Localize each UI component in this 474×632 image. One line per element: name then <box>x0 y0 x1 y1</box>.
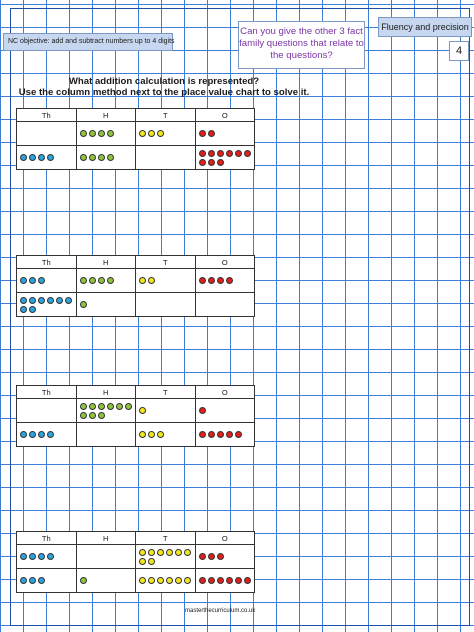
tens-cell <box>136 146 196 170</box>
green-counter-dot <box>89 412 96 419</box>
column-header-t: T <box>136 532 196 545</box>
red-counter-dot <box>217 150 224 157</box>
fact-family-prompt: Can you give the other 3 fact family questions that relate to the questions? <box>238 21 365 69</box>
ones-cell <box>195 146 255 170</box>
blue-counter-dot <box>47 431 54 438</box>
objective-banner: NC objective: add and subtract numbers up to 4 digits <box>3 33 173 51</box>
yellow-counter-dot <box>139 407 146 414</box>
thousands-counters <box>20 297 72 313</box>
blue-counter-dot <box>20 553 27 560</box>
green-counter-dot <box>80 130 87 137</box>
ones-cell <box>195 122 255 146</box>
place-value-chart-1 <box>16 108 255 170</box>
blue-counter-dot <box>20 154 27 161</box>
green-counter-dot <box>116 403 123 410</box>
tens-counters <box>139 407 191 414</box>
yellow-counter-dot <box>139 558 146 565</box>
red-counter-dot <box>199 159 206 166</box>
green-counter-dot <box>80 403 87 410</box>
hundreds-cell <box>76 293 136 317</box>
tens-counters <box>139 130 191 137</box>
hundreds-cell <box>76 545 136 569</box>
thousands-cell <box>17 545 77 569</box>
red-counter-dot <box>217 553 224 560</box>
tens-cell <box>136 269 196 293</box>
green-counter-dot <box>80 154 87 161</box>
blue-counter-dot <box>29 277 36 284</box>
column-header-t: T <box>136 256 196 269</box>
yellow-counter-dot <box>166 549 173 556</box>
instruction-line-1: What addition calculation is represented? <box>68 76 260 87</box>
hundreds-cell <box>76 146 136 170</box>
yellow-counter-dot <box>166 577 173 584</box>
thousands-cell <box>17 569 77 593</box>
red-counter-dot <box>199 407 206 414</box>
blue-counter-dot <box>38 553 45 560</box>
red-counter-dot <box>217 277 224 284</box>
counter-row-1 <box>17 269 255 293</box>
yellow-counter-dot <box>139 130 146 137</box>
red-counter-dot <box>226 277 233 284</box>
red-counter-dot <box>235 577 242 584</box>
ones-cell <box>195 545 255 569</box>
green-counter-dot <box>98 130 105 137</box>
blue-counter-dot <box>47 553 54 560</box>
yellow-counter-dot <box>139 577 146 584</box>
red-counter-dot <box>208 159 215 166</box>
red-counter-dot <box>199 577 206 584</box>
column-header-h: H <box>76 532 136 545</box>
column-header-row <box>17 109 255 122</box>
column-header-o: O <box>195 386 255 399</box>
red-counter-dot <box>217 577 224 584</box>
green-counter-dot <box>125 403 132 410</box>
thousands-counters <box>20 277 72 284</box>
green-counter-dot <box>107 277 114 284</box>
tens-counters <box>139 577 191 584</box>
blue-counter-dot <box>47 154 54 161</box>
red-counter-dot <box>199 130 206 137</box>
yellow-counter-dot <box>148 130 155 137</box>
blue-counter-dot <box>20 577 27 584</box>
counter-row-1 <box>17 545 255 569</box>
thousands-cell <box>17 122 77 146</box>
counter-row-2 <box>17 293 255 317</box>
tens-cell <box>136 293 196 317</box>
red-counter-dot <box>244 577 251 584</box>
green-counter-dot <box>107 154 114 161</box>
counter-row-1 <box>17 122 255 146</box>
hundreds-counters <box>80 154 132 161</box>
red-counter-dot <box>235 431 242 438</box>
red-counter-dot <box>226 150 233 157</box>
tens-cell <box>136 399 196 423</box>
ones-cell <box>195 269 255 293</box>
blue-counter-dot <box>38 431 45 438</box>
tens-counters <box>139 277 191 284</box>
yellow-counter-dot <box>175 577 182 584</box>
hundreds-counters <box>80 277 132 284</box>
yellow-counter-dot <box>157 130 164 137</box>
tens-counters <box>139 431 191 438</box>
column-header-o: O <box>195 109 255 122</box>
ones-cell <box>195 399 255 423</box>
green-counter-dot <box>98 403 105 410</box>
blue-counter-dot <box>29 297 36 304</box>
green-counter-dot <box>89 277 96 284</box>
blue-counter-dot <box>29 306 36 313</box>
red-counter-dot <box>208 150 215 157</box>
blue-counter-dot <box>29 154 36 161</box>
tens-cell <box>136 569 196 593</box>
column-header-th: Th <box>17 532 77 545</box>
blue-counter-dot <box>20 431 27 438</box>
counter-row-2 <box>17 146 255 170</box>
hundreds-cell <box>76 569 136 593</box>
thousands-cell <box>17 269 77 293</box>
blue-counter-dot <box>29 553 36 560</box>
red-counter-dot <box>235 150 242 157</box>
footer-site: masterthecurriculum.co.uk <box>185 608 256 614</box>
hundreds-cell <box>76 269 136 293</box>
green-counter-dot <box>98 412 105 419</box>
blue-counter-dot <box>20 306 27 313</box>
place-value-chart-4 <box>16 531 255 593</box>
hundreds-counters <box>80 403 132 419</box>
thousands-cell <box>17 146 77 170</box>
page-number: 4 <box>449 41 469 61</box>
column-header-h: H <box>76 109 136 122</box>
blue-counter-dot <box>38 577 45 584</box>
thousands-counters <box>20 431 72 438</box>
place-value-chart-2 <box>16 255 255 317</box>
counter-row-2 <box>17 569 255 593</box>
yellow-counter-dot <box>184 549 191 556</box>
blue-counter-dot <box>38 297 45 304</box>
column-header-th: Th <box>17 256 77 269</box>
red-counter-dot <box>226 431 233 438</box>
yellow-counter-dot <box>157 549 164 556</box>
yellow-counter-dot <box>148 277 155 284</box>
green-counter-dot <box>89 403 96 410</box>
blue-counter-dot <box>20 297 27 304</box>
green-counter-dot <box>89 130 96 137</box>
hundreds-counters <box>80 130 132 137</box>
green-counter-dot <box>80 412 87 419</box>
instructions <box>14 76 314 98</box>
green-counter-dot <box>80 277 87 284</box>
blue-counter-dot <box>65 297 72 304</box>
tens-cell <box>136 545 196 569</box>
ones-cell <box>195 569 255 593</box>
yellow-counter-dot <box>184 577 191 584</box>
column-header-h: H <box>76 386 136 399</box>
yellow-counter-dot <box>148 558 155 565</box>
section-title: Fluency and precision <box>378 17 472 37</box>
instruction-line-2: Use the column method next to the place value chart to solve it. <box>18 87 310 98</box>
green-counter-dot <box>80 301 87 308</box>
blue-counter-dot <box>47 297 54 304</box>
ones-counters <box>199 130 251 137</box>
green-counter-dot <box>98 277 105 284</box>
thousands-counters <box>20 553 72 560</box>
column-header-o: O <box>195 532 255 545</box>
green-counter-dot <box>98 154 105 161</box>
column-header-th: Th <box>17 109 77 122</box>
hundreds-counters <box>80 577 132 584</box>
hundreds-cell <box>76 122 136 146</box>
ones-counters <box>199 150 251 166</box>
tens-cell <box>136 423 196 447</box>
blue-counter-dot <box>20 277 27 284</box>
thousands-counters <box>20 577 72 584</box>
red-counter-dot <box>208 277 215 284</box>
red-counter-dot <box>217 431 224 438</box>
red-counter-dot <box>199 150 206 157</box>
column-header-h: H <box>76 256 136 269</box>
red-counter-dot <box>244 150 251 157</box>
column-header-row <box>17 532 255 545</box>
yellow-counter-dot <box>148 431 155 438</box>
column-header-th: Th <box>17 386 77 399</box>
blue-counter-dot <box>38 154 45 161</box>
yellow-counter-dot <box>139 277 146 284</box>
green-counter-dot <box>107 130 114 137</box>
column-header-o: O <box>195 256 255 269</box>
blue-counter-dot <box>56 297 63 304</box>
yellow-counter-dot <box>148 549 155 556</box>
tens-counters <box>139 549 191 565</box>
red-counter-dot <box>199 431 206 438</box>
place-value-chart-3 <box>16 385 255 447</box>
ones-counters <box>199 407 251 414</box>
red-counter-dot <box>226 577 233 584</box>
thousands-cell <box>17 399 77 423</box>
ones-counters <box>199 431 251 438</box>
counter-row-1 <box>17 399 255 423</box>
green-counter-dot <box>107 403 114 410</box>
column-header-t: T <box>136 109 196 122</box>
ones-counters <box>199 277 251 284</box>
blue-counter-dot <box>29 431 36 438</box>
ones-cell <box>195 423 255 447</box>
yellow-counter-dot <box>139 431 146 438</box>
ones-counters <box>199 577 251 584</box>
red-counter-dot <box>217 159 224 166</box>
green-counter-dot <box>80 577 87 584</box>
thousands-counters <box>20 154 72 161</box>
yellow-counter-dot <box>157 431 164 438</box>
hundreds-counters <box>80 301 132 308</box>
red-counter-dot <box>208 431 215 438</box>
blue-counter-dot <box>38 277 45 284</box>
yellow-counter-dot <box>175 549 182 556</box>
column-header-row <box>17 386 255 399</box>
yellow-counter-dot <box>148 577 155 584</box>
tens-cell <box>136 122 196 146</box>
red-counter-dot <box>199 553 206 560</box>
red-counter-dot <box>199 277 206 284</box>
red-counter-dot <box>208 130 215 137</box>
counter-row-2 <box>17 423 255 447</box>
thousands-cell <box>17 423 77 447</box>
hundreds-cell <box>76 423 136 447</box>
yellow-counter-dot <box>157 577 164 584</box>
column-header-t: T <box>136 386 196 399</box>
red-counter-dot <box>208 553 215 560</box>
thousands-cell <box>17 293 77 317</box>
hundreds-cell <box>76 399 136 423</box>
red-counter-dot <box>208 577 215 584</box>
yellow-counter-dot <box>139 549 146 556</box>
ones-counters <box>199 553 251 560</box>
blue-counter-dot <box>29 577 36 584</box>
ones-cell <box>195 293 255 317</box>
green-counter-dot <box>89 154 96 161</box>
column-header-row <box>17 256 255 269</box>
